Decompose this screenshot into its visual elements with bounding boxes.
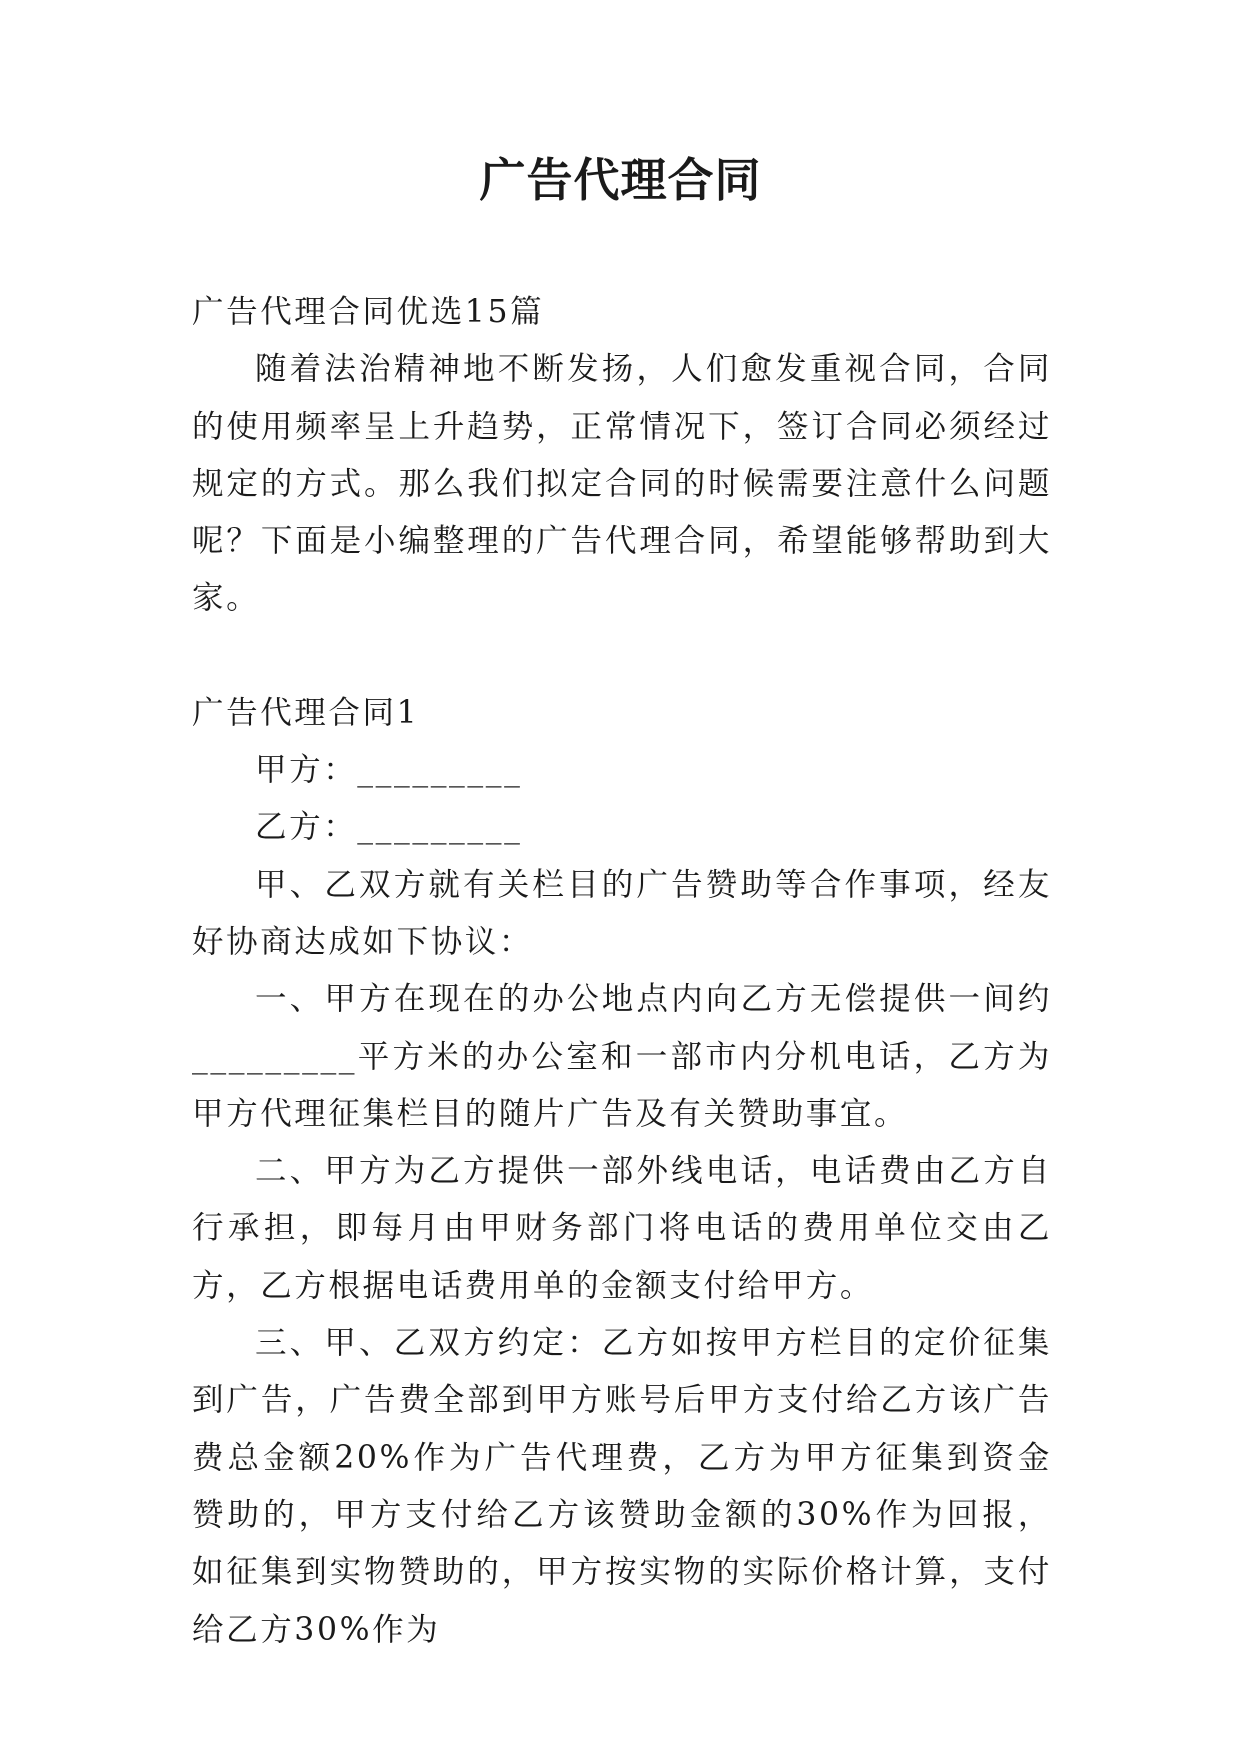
intro-paragraph: 随着法治精神地不断发扬，人们愈发重视合同，合同的使用频率呈上升趋势，正常情况下，签订合同必须经过规定的方式。那么我们拟定合同的时候需要注意什么问题呢？下面是小编整理的广告代理合同，希望能够帮助到大家。 (192, 351, 1052, 617)
clause-3: 三、甲、乙双方约定：乙方如按甲方栏目的定价征集到广告，广告费全部到甲方账号后甲方支付给乙方该广告费总金额20%作为广告代理费，乙方为甲方征集到资金赞助的，甲方支付给乙方该赞助金额的30%作为回报，如征集到实物赞助的，甲方按实物的实际价格计算，支付给乙方30%作为 (192, 1325, 1052, 1648)
section-heading: 广告代理合同1 (192, 694, 420, 731)
document-subtitle: 广告代理合同优选15篇 (192, 294, 545, 330)
clause-2: 二、甲方为乙方提供一部外线电话，电话费由乙方自行承担，即每月由甲财务部门将电话的费用单位交由乙方，乙方根据电话费用单的金额支付给甲方。 (192, 1153, 1052, 1304)
clause-1: 一、甲方在现在的办公地点内向乙方无偿提供一间约_________平方米的办公室和一部市内分机电话，乙方为甲方代理征集栏目的随片广告及有关赞助事宜。 (192, 981, 1052, 1132)
document-body (192, 284, 1052, 1659)
paragraph-spacer (192, 628, 1052, 685)
document-title: 广告代理合同 (479, 153, 762, 207)
preamble-paragraph: 甲、乙双方就有关栏目的广告赞助等合作事项，经友好协商达成如下协议： (192, 866, 1052, 960)
party-a-line: 甲方：_________ (255, 752, 523, 789)
party-b-line: 乙方：_________ (255, 809, 523, 846)
